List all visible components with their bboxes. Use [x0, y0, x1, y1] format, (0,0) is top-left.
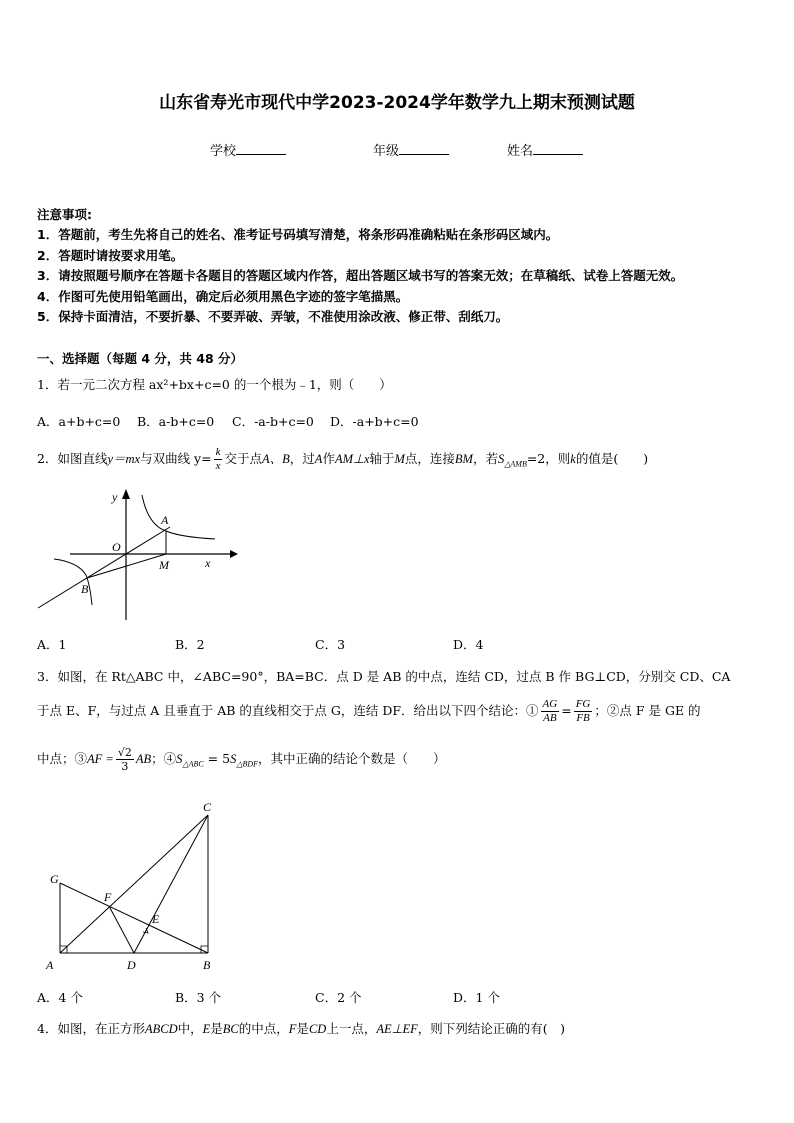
label-g: G — [50, 872, 59, 886]
note-item: 1．答题前，考生先将自己的姓名、准考证号码填写清楚，将条形码准确粘贴在条形码区域内。 — [37, 227, 559, 242]
q1-stem: 1．若一元二次方程 ax²+bx+c=0 的一个根为﹣1，则（ ） — [37, 377, 392, 392]
label-y: y — [112, 490, 118, 504]
label-a: A — [46, 958, 54, 972]
notes-heading: 注意事项: — [37, 207, 92, 222]
q3-figure — [40, 795, 230, 975]
q1-option-b: B．a-b+c=0 — [137, 414, 215, 429]
q2-option-a: A．1 — [37, 637, 67, 652]
label-x: x — [205, 556, 211, 570]
label-c: C — [203, 800, 212, 814]
fraction: $\frac{k}{x}$ — [215, 446, 221, 472]
q2-option-c: C．3 — [315, 637, 346, 652]
q2-figure — [30, 485, 240, 625]
line-y-mx — [38, 527, 170, 608]
right-angle-b — [201, 946, 208, 953]
q3-option-d: D．1 个 — [453, 990, 500, 1005]
label-o: O — [112, 540, 121, 554]
segment-df — [109, 906, 134, 953]
q2-option-d: D．4 — [453, 637, 484, 652]
q1-option-d: D．-a+b+c=0 — [330, 414, 419, 429]
label-m: M — [159, 558, 169, 572]
q3-option-c: C．2 个 — [315, 990, 362, 1005]
hyperbola-branch-1 — [142, 495, 215, 539]
label-d: D — [127, 958, 136, 972]
school-label: 学校 — [210, 144, 237, 159]
note-item: 3．请按照题号顺序在答题卡各题目的答题区域内作答，超出答题区域书写的答案无效；在草稿纸、试卷上答题无效。 — [37, 268, 684, 283]
segment-gb — [60, 883, 208, 953]
page-title: 山东省寿光市现代中学2023-2024学年数学九上期末预测试题 — [159, 93, 635, 113]
grade-label: 年级 — [373, 144, 400, 159]
school-field[interactable] — [210, 140, 286, 159]
name-label: 姓名 — [507, 144, 534, 159]
label-b: B — [81, 582, 89, 596]
note-item: 5．保持卡面清洁，不要折暴、不要弄破、弄皱，不准使用涂改液、修正带、刮纸刀。 — [37, 309, 509, 324]
q3-line-1: 3．如图，在 Rt△ABC 中，∠ABC=90°，BA=BC．点 D 是 AB 的中点，连结 CD，过点 B 作 BG⊥CD，分别交 CD、CA — [37, 669, 731, 684]
grade-field[interactable] — [373, 140, 449, 159]
label-b: B — [203, 958, 211, 972]
note-item: 4．作图可先使用铅笔画出，确定后必须用黑色字迹的签字笔描黑。 — [37, 289, 409, 304]
label-f: F — [104, 890, 112, 904]
y-axis-arrow — [122, 489, 130, 499]
q3-option-a: A．4 个 — [37, 990, 83, 1005]
q1-option-a: A．a+b+c=0 — [37, 414, 121, 429]
q2-stem: 2．如图直线y＝mx与双曲线 y= $\frac{k}{x}$ 交于点A、B，过A作AM⊥x轴于M点，连接BM，若$S_{\triangle AMB}=2$，则k的值是( ) — [37, 446, 649, 472]
label-a: A — [161, 513, 169, 527]
q2-option-b: B．2 — [175, 637, 205, 652]
x-axis-arrow — [230, 550, 238, 558]
segment-ac — [60, 815, 208, 953]
q1-option-c: C．-a-b+c=0 — [232, 414, 314, 429]
q4-stem: 4．如图，在正方形ABCD中，E是BC的中点，F是CD上一点，AE⊥EF，则下列结论正确的有( ) — [37, 1021, 566, 1036]
q3-option-b: B．3 个 — [175, 990, 222, 1005]
note-item: 2．答题时请按要求用笔。 — [37, 248, 184, 263]
section-heading: 一、选择题（每题 4 分，共 48 分） — [37, 351, 244, 366]
q3-line-3: 中点；③AF = $\frac{√2}{3}$ AB；$④S_{\triangle ABC} = 5S_{\triangle BDF}$，其中正确的结论个数是（ ） — [37, 746, 446, 773]
name-field[interactable] — [507, 140, 583, 159]
label-e: E — [152, 912, 160, 926]
q3-line-2: 于点 E、F，与过点 A 且垂直于 AB 的直线相交于点 G，连结 DF．给出以下四个结论：① $\frac{AG}{AB}$ = $\frac{FG}{FB}$ ；②点 F 是 GE 的 — [37, 698, 701, 724]
